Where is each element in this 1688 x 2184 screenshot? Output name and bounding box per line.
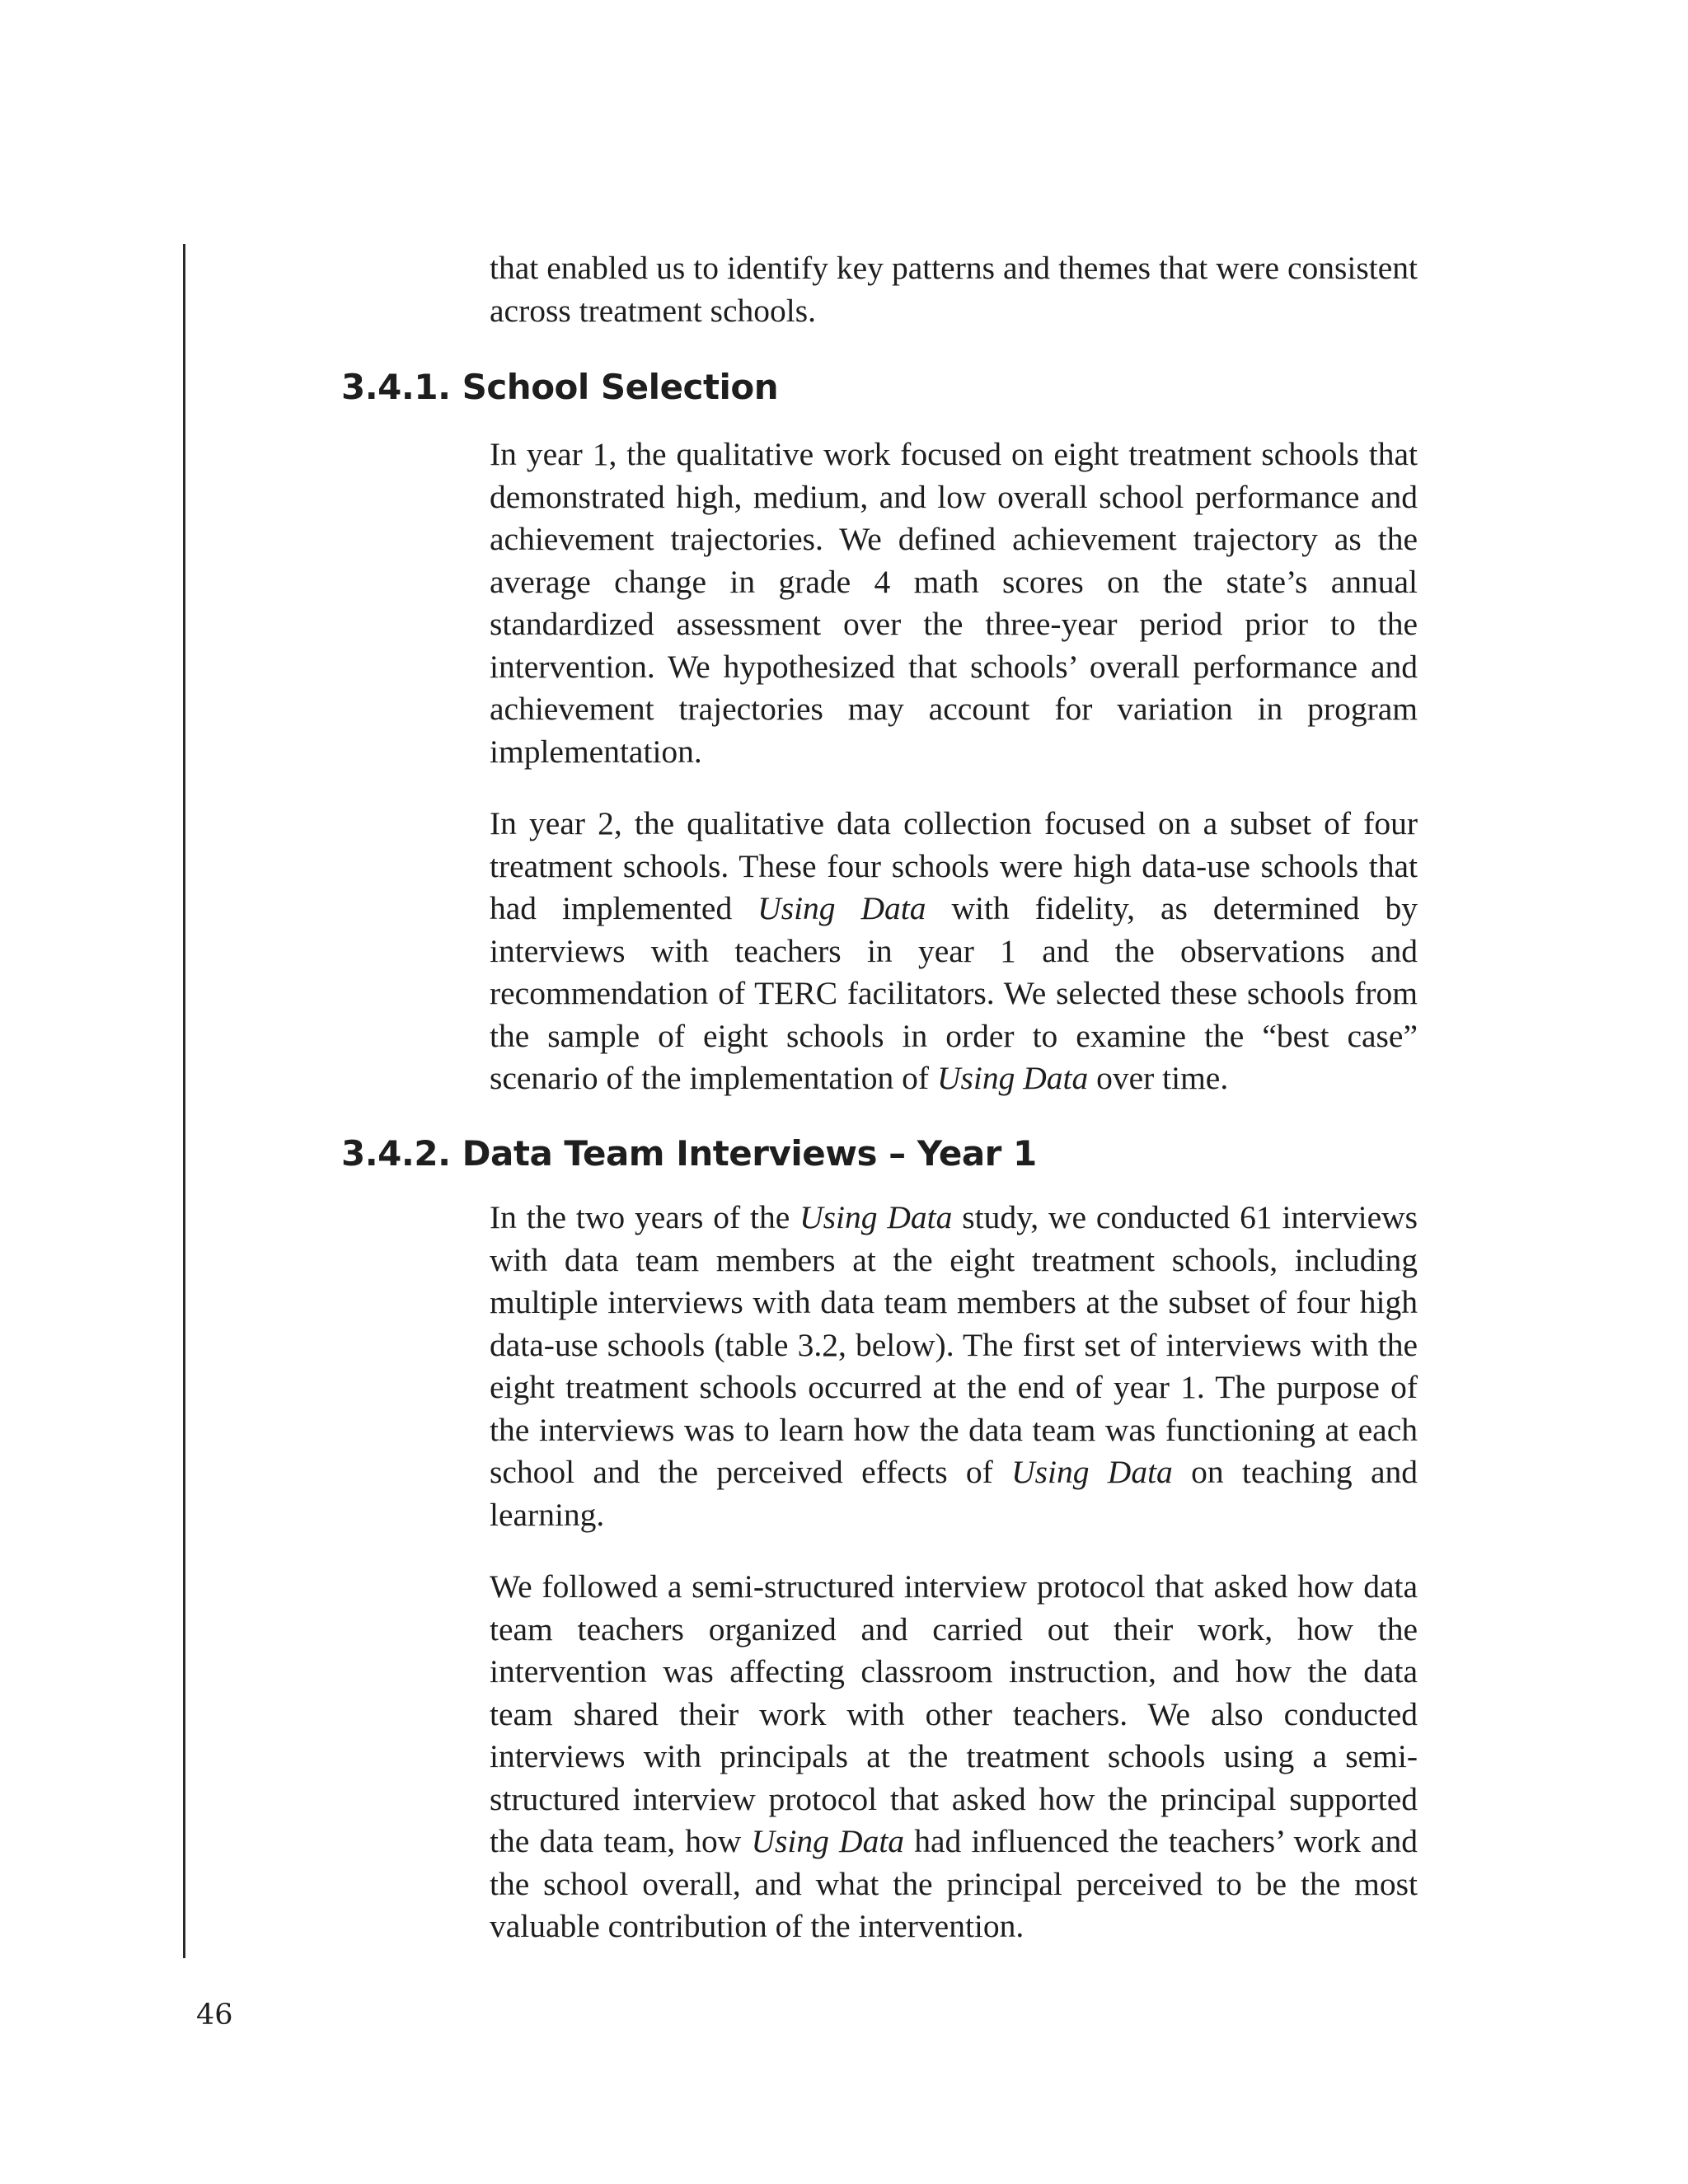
section-heading-data-team-interviews: 3.4.2. Data Team Interviews – Year 1 <box>341 1133 1037 1174</box>
intro-paragraph: that enabled us to identify key patterns and themes that were consistent across treatment schools. <box>490 250 1418 329</box>
text-run: In the two years of the <box>490 1199 800 1235</box>
data-team-paragraph-2 <box>490 1566 1418 1948</box>
data-team-paragraph-1 <box>490 1197 1418 1536</box>
italic-title: Using Data <box>936 1060 1089 1096</box>
margin-rule <box>183 244 185 1958</box>
text-run: with fidelity, as determined by interviews with teachers in year 1 and the observations and recommendation of TERC facilitators. We selected these schools from the sample of eight schools in order to examine the “best case” scenario of the implementation of <box>490 890 1418 1096</box>
text-run: on teaching and learning. <box>490 1454 1418 1533</box>
italic-title: Using Data <box>1011 1454 1173 1490</box>
italic-title: Using Data <box>757 890 926 926</box>
page-number: 46 <box>196 1999 233 2032</box>
section-heading-school-selection: 3.4.1. School Selection <box>341 367 779 407</box>
text-run: We followed a semi-structured interview protocol that asked how data team teachers organized and carried out their work, how the intervention was affecting classroom instruction, and how the data team shared their work with other teachers. We also conducted interviews with principals at the treatment schools using a semi-structured interview protocol that asked how the principal supported the data team, how <box>490 1568 1418 1859</box>
text-run: study, we conducted 61 interviews with data team members at the eight treatment schools, including multiple interviews with data team members at the subset of four high data-use schools (table 3.2, below). The first set of interviews with the eight treatment schools occurred at the end of year 1. The purpose of the interviews was to learn how the data team was functioning at each school and the perceived effects of <box>490 1199 1418 1490</box>
italic-title: Using Data <box>799 1199 953 1235</box>
school-selection-paragraph-1: In year 1, the qualitative work focused on eight treatment schools that demonstrated high, medium, and low overall school performance and achievement trajectories. We defined achievement trajectory as the average change in grade 4 math scores on the state’s annual standardized assessment over the three-year period prior to the intervention. We hypothesized that schools’ overall performance and achievement trajectories may account for variation in program implementation. <box>490 436 1418 770</box>
text-run: over time. <box>1088 1060 1229 1096</box>
school-selection-paragraph-2 <box>490 803 1418 1100</box>
text-run: In year 2, the qualitative data collection focused on a subset of four treatment schools. These four schools were high data-use schools that had implemented <box>490 805 1418 926</box>
italic-title: Using Data <box>751 1823 905 1859</box>
text-run: had influenced the teachers’ work and the school overall, and what the principal perceived to be the most valuable contribution of the intervention. <box>490 1823 1418 1944</box>
